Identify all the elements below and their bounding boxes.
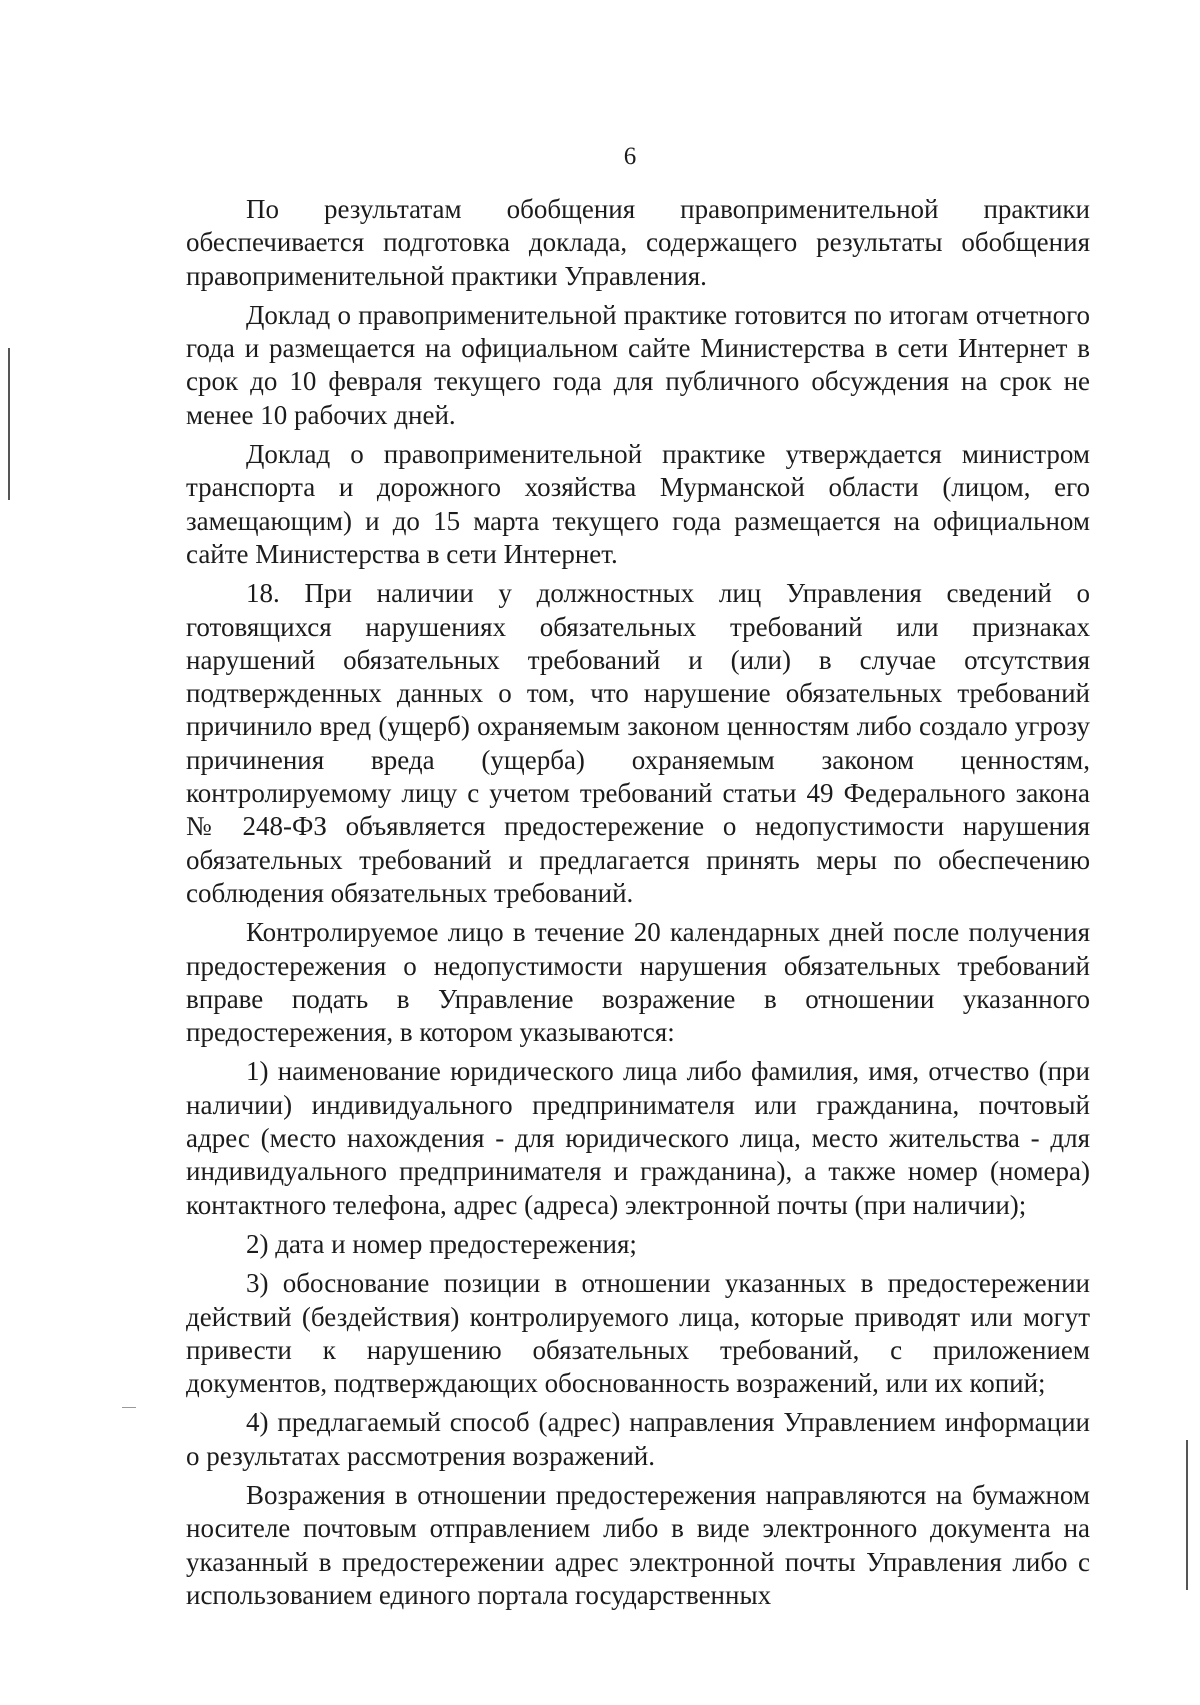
list-item-3: 3) обоснование позиции в отношении указанных в предостережении действий (бездействия) контролируемого лица, которые приводят или могут привести к нарушению обязательных требований, с приложением документов, подтверждающих обоснованность возражений, или их копий; — [186, 1268, 1090, 1399]
paragraph-report-approval: Доклад о правоприменительной практике утверждается министром транспорта и дорожного хозяйства Мурманской области (лицом, его замещающим) и до 15 марта текущего года размещается на официальном сайте Министерства в сети Интернет. — [186, 439, 1090, 569]
paragraph-practice-summary: По результатам обобщения правоприменительной практики обеспечивается подготовка доклада, содержащего результаты обобщения правоприменительной практики Управления. — [186, 194, 1090, 291]
paragraph-objection-right: Контролируемое лицо в течение 20 календарных дней после получения предостережения о недопустимости нарушения обязательных требований вправе подать в Управление возражение в отношении указанного предостережения, в котором указываются: — [186, 917, 1090, 1048]
paragraph-item-18: 18. При наличии у должностных лиц Управления сведений о готовящихся нарушениях обязательных требований или признаках нарушений обязательных требований и (или) в случае отсутствия подтвержденных данных о том, что нарушение обязательных требований причинило вред (ущерб) охраняемым законом ценностям либо создало угрозу причинения вреда (ущерба) охраняемым законом ценностям, контролируемому лицу с учетом требований статьи 49 Федерального закона № 248-ФЗ объявляется предостережение о недопустимости нарушения обязательных требований и предлагается принять меры по обеспечению соблюдения обязательных требований. — [186, 578, 1090, 908]
scan-artifact-left-bottom — [122, 1407, 136, 1408]
document-body — [186, 193, 1090, 1618]
scan-artifact-left — [8, 348, 10, 500]
paragraph-report-preparation: Доклад о правоприменительной практике готовится по итогам отчетного года и размещается на официальном сайте Министерства в сети Интернет в срок до 10 февраля текущего года для публичного обсуждения на срок не менее 10 рабочих дней. — [186, 299, 1090, 430]
list-item-4: 4) предлагаемый способ (адрес) направления Управлением информации о результатах рассмотрения возражений. — [186, 1407, 1090, 1471]
page-number: 6 — [623, 143, 637, 170]
scan-artifact-right — [1186, 1440, 1188, 1590]
list-item-2: 2) дата и номер предостережения; — [246, 1228, 637, 1259]
paragraph-objection-delivery: Возражения в отношении предостережения направляются на бумажном носителе почтовым отправлением либо в виде электронного документа на указанный в предостережении адрес электронной почты Управления либо с использованием единого портала государственных — [186, 1479, 1090, 1610]
list-item-1: 1) наименование юридического лица либо фамилия, имя, отчество (при наличии) индивидуального предпринимателя или гражданина, почтовый адрес (место нахождения - для юридического лица, место жительства - для индивидуального предпринимателя и гражданина), а также номер (номера) контактного телефона, адрес (адреса) электронной почты (при наличии); — [186, 1056, 1090, 1220]
